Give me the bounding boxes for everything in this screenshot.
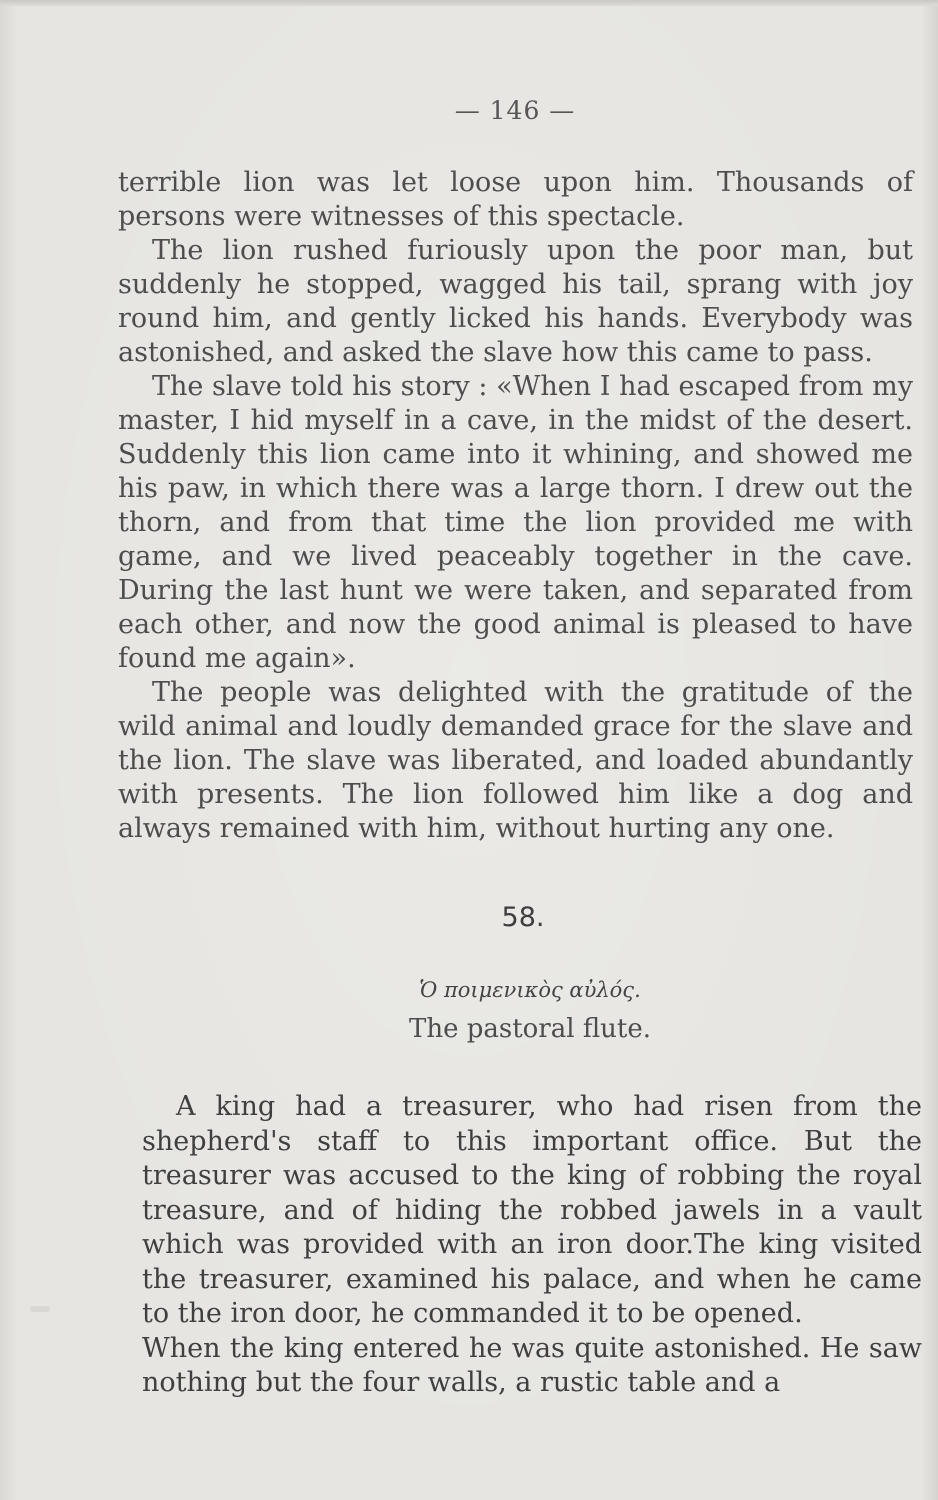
paragraph: When the king entered he was quite astonished. He saw nothing but the four walls, a rustic table and a <box>142 1332 922 1398</box>
story-continuation <box>118 166 913 846</box>
section-body <box>142 1090 922 1401</box>
paragraph: The people was delighted with the gratitude of the wild animal and loudly demanded grace for the slave and the lion. The slave was liberated, and loaded abundantly with presents. The lion followed him like a dog and always remained with him, without hurting any one. <box>118 677 913 844</box>
page-number: — 146 — <box>454 96 576 125</box>
paragraph: terrible lion was let loose upon him. Thousands of persons were witnesses of this spectacle. <box>118 167 913 232</box>
paragraph: A king had a treasurer, who had risen from the shepherd's staff to this important office. But the treasurer was accused to the king of robbing the royal treasure, and of hiding the robbed jawels in a vault which was provided with an iron door.The king visited the treasurer, examined his palace, and when he came to the iron door, he commanded it to be opened. <box>142 1091 922 1329</box>
paper-smudge <box>30 1306 50 1312</box>
section-title: The pastoral flute. <box>408 1014 652 1044</box>
paragraph: The lion rushed furiously upon the poor man, but suddenly he stopped, wagged his tail, sprang with joy round him, and gently licked his hands. Everybody was astonished, and asked the slave how this came to pass. <box>118 235 913 368</box>
page-top-edge <box>0 0 938 6</box>
section-greek-title: Ὁ ποιμενικὸς αὐλός. <box>419 978 641 1002</box>
section-number: 58. <box>501 902 545 933</box>
paragraph: The slave told his story : «When I had escaped from my master, I hid myself in a cave, in the midst of the desert. Suddenly this lion came into it whining, and showed me his paw, in which there was a large thorn. I drew out the thorn, and from that time the lion provided me with game, and we lived peaceably together in the cave. During the last hunt we were taken, and separated from each other, and now the good animal is pleased to have found me again». <box>118 371 913 674</box>
